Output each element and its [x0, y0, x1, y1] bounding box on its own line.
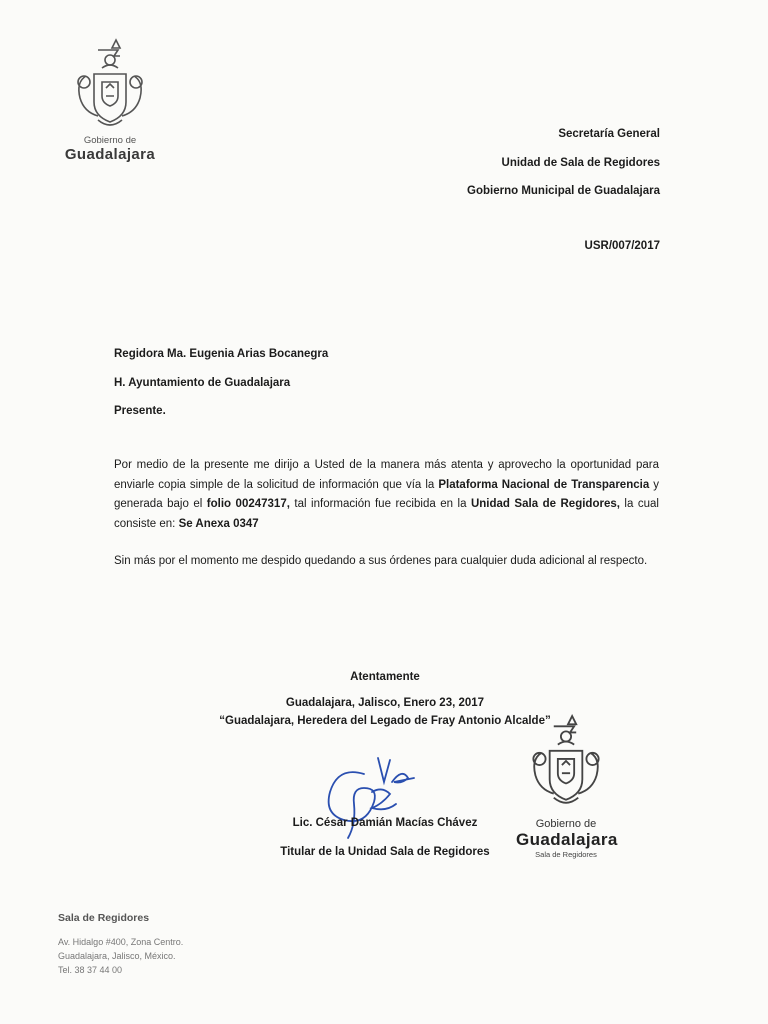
recipient-line: Presente.: [114, 405, 166, 417]
recipient-block: [114, 340, 328, 426]
footer-title: Sala de Regidores: [58, 912, 150, 924]
footer-address: [58, 935, 183, 977]
sender-line: Gobierno Municipal de Guadalajara: [467, 185, 660, 197]
body-text: y generada bajo el: [114, 478, 659, 510]
reference-number: USR/007/2017: [584, 240, 660, 252]
footer-address-line: Av. Hidalgo #400, Zona Centro.: [58, 937, 184, 947]
body-bold-text: Plataforma Nacional de Transparencia: [438, 478, 650, 491]
footer-address-line: Guadalajara, Jalisco, México.: [58, 951, 176, 961]
signature-icon: [318, 752, 428, 844]
stamp-sub-text: Sala de Regidores: [535, 850, 597, 859]
closing-place-date: Guadalajara, Jalisco, Enero 23, 2017: [285, 697, 485, 709]
logo-big-text: Guadalajara: [64, 145, 156, 163]
stamp-big-text: Guadalajara: [516, 830, 618, 849]
body-bold-text: Se Anexa 0347: [178, 517, 259, 530]
sender-block: [467, 120, 660, 206]
sender-line: Unidad de Sala de Regidores: [501, 156, 660, 169]
coat-of-arms-icon: [516, 712, 616, 812]
body-paragraph: [114, 456, 659, 534]
signer-name: Lic. César Damián Macías Chávez: [292, 817, 478, 829]
stamp-logo: [516, 712, 616, 859]
footer-phone: Tel. 38 37 44 00: [58, 965, 123, 975]
body-paragraph: Sin más por el momento me despido quedando a sus órdenes para cualquier duda adicional al respecto.: [114, 555, 648, 567]
body-text: la cual consiste en:: [114, 498, 659, 530]
signer-title: Titular de la Unidad Sala de Regidores: [280, 846, 490, 858]
closing-greeting: Atentamente: [350, 671, 420, 683]
body-text: Por medio de la presente me dirijo a Usted de la manera más atenta y aprovecho la oportunidad para enviarle copia simple de la solicitud de información que vía la: [114, 459, 659, 491]
recipient-line: Regidora Ma. Eugenia Arias Bocanegra: [114, 348, 329, 360]
header-logo: [62, 36, 158, 162]
logo-small-text: Gobierno de: [83, 135, 137, 146]
body-text: tal información fue recibida en la: [289, 498, 471, 510]
recipient-line: H. Ayuntamiento de Guadalajara: [114, 376, 291, 389]
stamp-small-text: Gobierno de: [535, 818, 597, 830]
sender-line: Secretaría General: [558, 128, 660, 140]
body-bold-text: folio 00247317,: [206, 498, 290, 510]
body-bold-text: Unidad Sala de Regidores,: [470, 498, 620, 510]
closing-motto: “Guadalajara, Heredera del Legado de Fray Antonio Alcalde”: [219, 715, 551, 727]
coat-of-arms-icon: [68, 36, 152, 134]
